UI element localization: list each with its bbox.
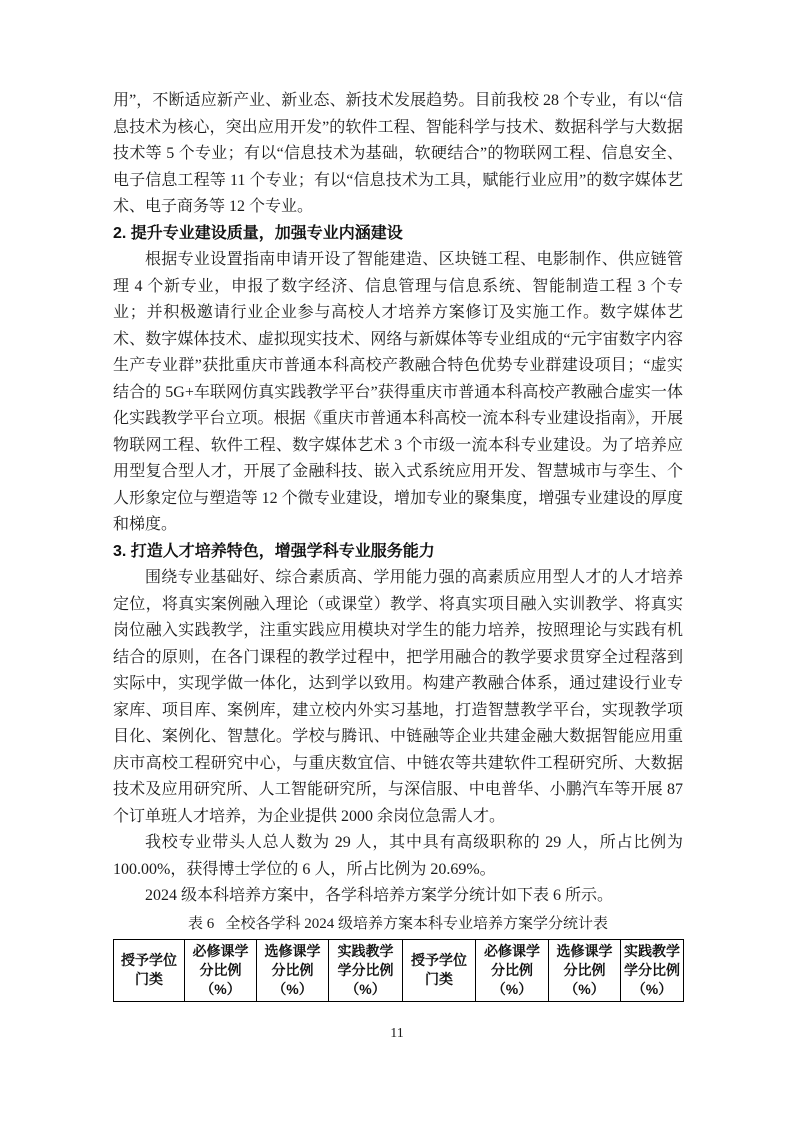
table-header-row bbox=[114, 939, 684, 1001]
header-practice-credits-left: 实践教学学分比例（%） bbox=[329, 939, 403, 1001]
credit-statistics-table bbox=[113, 939, 684, 1002]
section-heading-3: 3. 打造人才培养特色，增强学科专业服务能力 bbox=[113, 542, 435, 560]
header-degree-category-left: 授予学位门类 bbox=[114, 939, 185, 1001]
paragraph-leader-statistics: 我校专业带头人总人数为 29 人，其中具有高级职称的 29 人，所占比例为 100.00%，获得博士学位的 6 人，所占比例为 20.69%。 bbox=[113, 834, 683, 878]
document-body bbox=[113, 88, 683, 1002]
paragraph-continuation: 用”，不断适应新产业、新业态、新技术发展趋势。目前我校 28 个专业，有以“信息技术为核心，突出应用开发”的软件工程、智能科学与技术、数据科学与大数据技术等 5 个专业；有以“信息技术为基础，软硬结合”的物联网工程、信息安全、电子信息工程等 11 个专业；有以“信息技术为工具，赋能行业应用”的数字媒体艺术、电子商务等 12 个专业。 bbox=[113, 92, 683, 215]
paragraph-talent-cultivation: 围绕专业基础好、综合素质高、学用能力强的高素质应用型人才的人才培养定位，将真实案例融入理论（或课堂）教学、将真实项目融入实训教学、将真实岗位融入实践教学，注重实践应用模块对学生的能力培养，按照理论与实践有机结合的原则，在各门课程的教学过程中，把学用融合的教学要求贯穿全过程落到实际中，实现学做一体化，达到学以致用。构建产教融合体系，通过建设行业专家库、项目库、案例库，建立校内外实习基地，打造智慧教学平台，实现教学项目化、案例化、智慧化。学校与腾讯、中链融等企业共建金融大数据智能应用重庆市高校工程研究中心，与重庆数宜信、中链农等共建软件工程研究所、大数据技术及应用研究所、人工智能研究所，与深信服、中电普华、小鹏汽车等开展 87 个订单班人才培养，为企业提供 2000 余岗位急需人才。 bbox=[113, 569, 683, 825]
header-required-credits-left: 必修课学分比例（%） bbox=[185, 939, 257, 1001]
table-caption: 表 6 全校各学科 2024 级培养方案本科专业培养方案学分统计表 bbox=[187, 915, 608, 932]
header-elective-credits-right: 选修课学分比例（%） bbox=[549, 939, 621, 1001]
page-number: 11 bbox=[390, 1026, 404, 1041]
paragraph-table-intro: 2024 级本科培养方案中，各学科培养方案学分统计如下表 6 所示。 bbox=[145, 887, 614, 904]
header-degree-category-right: 授予学位门类 bbox=[403, 939, 476, 1001]
section-heading-2: 2. 提升专业建设质量，加强专业内涵建设 bbox=[113, 224, 403, 242]
paragraph-professional-construction: 根据专业设置指南申请开设了智能建造、区块链工程、电影制作、供应链管理 4 个新专业，申报了数字经济、信息管理与信息系统、智能制造工程 3 个专业；并积极邀请行业企业参与高校人才培养方案修订及实施工作。数字媒体艺术、数字媒体技术、虚拟现实技术、网络与新媒体等专业组成的“元宇宙数字内容生产专业群”获批重庆市普通本科高校产教融合特色优势专业群建设项目；“虚实结合的 5G+车联网仿真实践教学平台”获得重庆市普通本科高校产教融合虚实一体化实践教学平台立项。根据《重庆市普通本科高校一流本科专业建设指南》，开展物联网工程、软件工程、数字媒体艺术 3 个市级一流本科专业建设。为了培养应用型复合型人才，开展了金融科技、嵌入式系统应用开发、智慧城市与孪生、个人形象定位与塑造等 12 个微专业建设，增加专业的聚集度，增强专业建设的厚度和梯度。 bbox=[113, 251, 683, 533]
header-required-credits-right: 必修课学分比例（%） bbox=[476, 939, 549, 1001]
header-practice-credits-right: 实践教学学分比例（%） bbox=[621, 939, 684, 1001]
header-elective-credits-left: 选修课学分比例（%） bbox=[257, 939, 329, 1001]
